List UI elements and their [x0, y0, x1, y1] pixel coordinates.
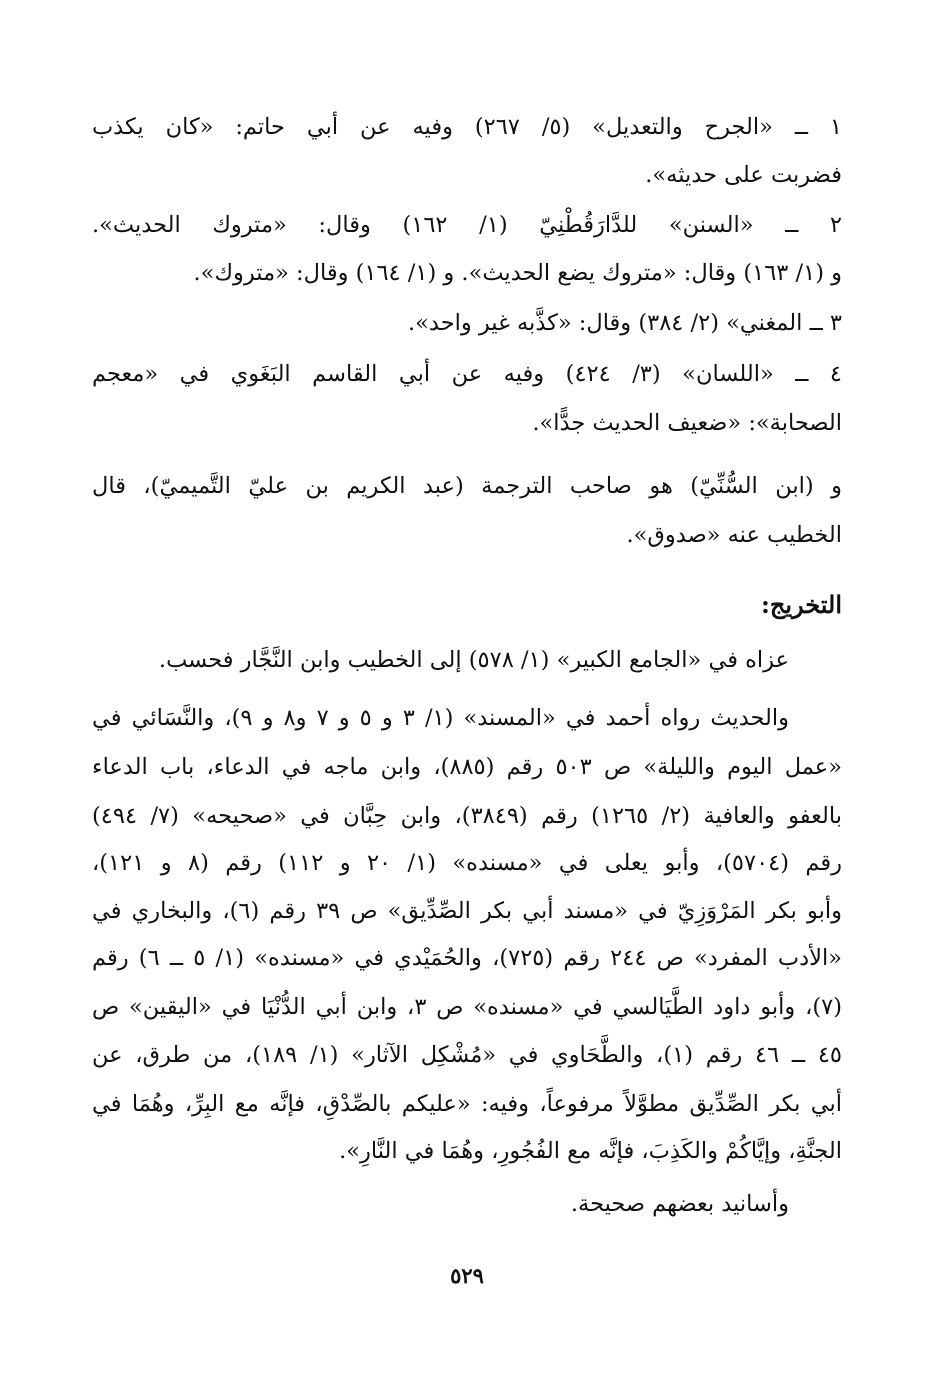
- page-number: ٥٢٩: [450, 1263, 484, 1288]
- footnote-4-line-2: الصحابة»: «ضعيف الحديث جدًّا».: [532, 410, 842, 436]
- takhrij-line-1: عزاه في «الجامع الكبير» (١/ ٥٧٨) إلى الخطيب وابن النَّجَّار فحسب.: [158, 647, 789, 673]
- footnote-1-line-2: فضربت على حديثه».: [645, 162, 842, 188]
- hadith-paragraph-line-7: (٧)، وأبو داود الطَّيَالسي في «مسنده» ص ٣، وابن أبي الدُّنْيَا في «اليقين» ص: [92, 994, 842, 1020]
- hadith-paragraph-line-4: رقم (٥٧٠٤)، وأبو يعلى في «مسنده» (١/ ٢٠ و ١١٢) رقم (٨ و ١٢١)،: [92, 850, 843, 876]
- hadith-paragraph-line-8: ٤٥ ــ ٤٦ رقم (١)، والطَّحَاوي في «مُشْكِل الآثار» (١/ ١٨٩)، من طرق، عن: [92, 1042, 842, 1068]
- hadith-paragraph-line-9: أبي بكر الصِّدِّيق مطوَّلاً مرفوعاً، وفيه: «عليكم بالصِّدْقِ، فإنَّه مع البِرِّ، وهُمَا في: [92, 1091, 842, 1117]
- hadith-paragraph-line-2: «عمل اليوم والليلة» ص ٥٠٣ رقم (٨٨٥)، وابن ماجه في الدعاء، باب الدعاء: [92, 754, 842, 780]
- footnote-2-line-1: ٢ ــ «السنن» للدَّارَقُطْنِيّ (١/ ١٦٢) وقال: «متروك الحديث».: [92, 212, 843, 238]
- hadith-paragraph-line-3: بالعفو والعافية (٢/ ١٢٦٥) رقم (٣٨٤٩)، وابن حِبَّان في «صحيحه» (٧/ ٤٩٤): [92, 803, 842, 829]
- ibn-sunni-note-line-2: الخطيب عنه «صدوق».: [626, 522, 842, 548]
- takhrij-heading: التخريج:: [761, 590, 842, 619]
- closing-line: وأسانيد بعضهم صحيحة.: [570, 1191, 789, 1217]
- ibn-sunni-note-line-1: و (ابن السُّنِّيّ) هو صاحب الترجمة (عبد الكريم بن عليّ التَّميميّ)، قال: [92, 473, 842, 499]
- footnote-4-line-1: ٤ ــ «اللسان» (٣/ ٤٢٤) وفيه عن أبي القاسم البَغَوي في «معجم: [92, 361, 842, 387]
- hadith-paragraph-line-6: «الأدب المفرد» ص ٢٤٤ رقم (٧٢٥)، والحُمَيْدي في «مسنده» (١/ ٥ ــ ٦) رقم: [92, 945, 842, 971]
- footnote-3: ٣ ــ المغني» (٢/ ٣٨٤) وقال: «كذَّبه غير واحد».: [407, 310, 842, 336]
- hadith-paragraph-line-5: وأبو بكر المَرْوَزِيّ في «مسند أبي بكر الصِّدِّيق» ص ٣٩ رقم (٦)، والبخاري في: [92, 898, 842, 924]
- hadith-paragraph-line-1: والحديث رواه أحمد في «المسند» (١/ ٣ و ٥ و ٧ و٨ و ٩)، والنَّسَائي في: [92, 705, 790, 731]
- footnote-2-line-2: و (١/ ١٦٣) وقال: «متروك يضع الحديث». و (١/ ١٦٤) وقال: «متروك».: [193, 260, 842, 286]
- footnote-1-line-1: ١ ــ «الجرح والتعديل» (٥/ ٢٦٧) وفيه عن أبي حاتم: «كان يكذب: [92, 114, 843, 140]
- hadith-paragraph-line-10: الجنَّةِ، وإيَّاكُمْ والكَذِبَ، فإنَّه مع الفُجُورِ، وهُمَا في النَّارِ».: [339, 1138, 842, 1164]
